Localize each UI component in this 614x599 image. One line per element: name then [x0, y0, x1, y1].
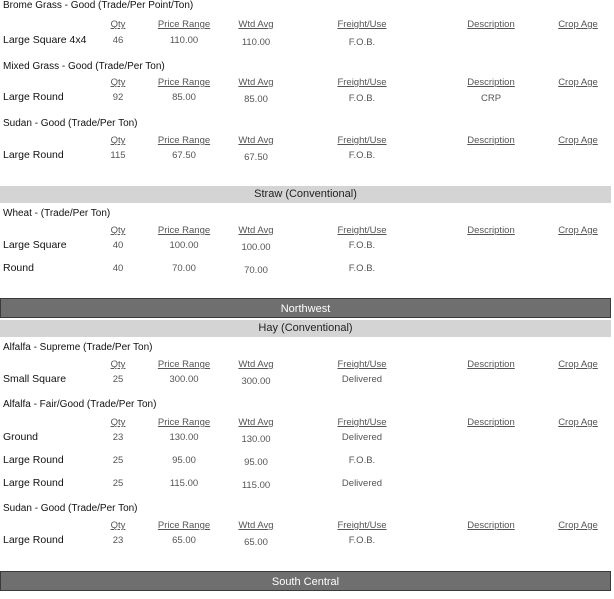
col-header-wtd-avg: Wtd Avg	[238, 417, 274, 428]
group-title: Brome Grass - Good (Trade/Per Point/Ton)	[3, 0, 194, 11]
row-wtd-avg: 70.00	[244, 265, 268, 276]
row-description: CRP	[480, 93, 502, 104]
col-header-freight: Freight/Use	[337, 520, 387, 531]
row-qty: 40	[112, 263, 124, 274]
row-qty: 23	[112, 535, 124, 546]
row-label: Large Round	[3, 534, 64, 546]
col-header-price-range: Price Range	[157, 77, 211, 88]
group-title: Wheat - (Trade/Per Ton)	[3, 208, 111, 219]
row-wtd-avg: 115.00	[241, 480, 271, 491]
row-wtd-avg: 100.00	[241, 242, 271, 253]
row-wtd-avg: 85.00	[244, 94, 268, 105]
row-qty: 25	[112, 455, 124, 466]
row-wtd-avg: 67.50	[244, 152, 268, 163]
group-title: Sudan - Good (Trade/Per Ton)	[3, 118, 138, 129]
row-price-range: 85.00	[172, 92, 196, 103]
col-header-description: Description	[467, 19, 515, 30]
col-header-crop-age: Crop Age	[558, 359, 598, 370]
row-price-range: 70.00	[172, 263, 196, 274]
col-header-qty: Qty	[110, 77, 126, 88]
group-title: Sudan - Good (Trade/Per Ton)	[3, 503, 138, 514]
col-header-price-range: Price Range	[157, 135, 211, 146]
row-freight: F.O.B.	[348, 240, 376, 251]
row-qty: 23	[112, 432, 124, 443]
row-label: Large Round	[3, 91, 64, 103]
row-qty: 25	[112, 478, 124, 489]
col-header-description: Description	[467, 359, 515, 370]
row-qty: 92	[112, 92, 124, 103]
group-title: Alfalfa - Fair/Good (Trade/Per Ton)	[3, 399, 157, 410]
col-header-crop-age: Crop Age	[558, 520, 598, 531]
row-freight: F.O.B.	[348, 455, 376, 466]
row-price-range: 95.00	[172, 455, 196, 466]
row-price-range: 115.00	[169, 478, 199, 489]
section-bar-straw: Straw (Conventional)	[0, 186, 611, 203]
col-header-crop-age: Crop Age	[558, 135, 598, 146]
col-header-crop-age: Crop Age	[558, 77, 598, 88]
row-label: Large Square	[3, 239, 67, 251]
row-wtd-avg: 65.00	[244, 537, 268, 548]
section-bar-hay: Hay (Conventional)	[0, 320, 611, 337]
row-price-range: 130.00	[169, 432, 199, 443]
col-header-crop-age: Crop Age	[558, 225, 598, 236]
row-label: Ground	[3, 431, 39, 443]
col-header-freight: Freight/Use	[337, 19, 387, 30]
row-qty: 40	[112, 240, 124, 251]
row-price-range: 65.00	[172, 535, 196, 546]
col-header-price-range: Price Range	[157, 520, 211, 531]
col-header-wtd-avg: Wtd Avg	[238, 19, 274, 30]
col-header-price-range: Price Range	[157, 417, 211, 428]
row-freight: Delivered	[341, 478, 383, 489]
row-price-range: 300.00	[169, 374, 199, 385]
row-label: Large Round	[3, 477, 64, 489]
col-header-price-range: Price Range	[157, 359, 211, 370]
row-qty: 115	[110, 150, 126, 161]
row-label: Round	[3, 262, 34, 274]
row-freight: F.O.B.	[348, 93, 376, 104]
region-bar-south-central: South Central	[0, 571, 611, 591]
row-wtd-avg: 110.00	[241, 37, 271, 48]
row-freight: Delivered	[341, 432, 383, 443]
row-price-range: 100.00	[169, 240, 199, 251]
col-header-crop-age: Crop Age	[558, 417, 598, 428]
row-label: Large Round	[3, 454, 64, 466]
col-header-wtd-avg: Wtd Avg	[238, 225, 274, 236]
col-header-qty: Qty	[110, 135, 126, 146]
col-header-description: Description	[467, 417, 515, 428]
row-price-range: 67.50	[172, 150, 196, 161]
col-header-description: Description	[467, 520, 515, 531]
col-header-description: Description	[467, 77, 515, 88]
group-title: Alfalfa - Supreme (Trade/Per Ton)	[3, 342, 153, 353]
row-freight: F.O.B.	[348, 535, 376, 546]
col-header-description: Description	[467, 225, 515, 236]
col-header-description: Description	[467, 135, 515, 146]
row-freight: Delivered	[341, 374, 383, 385]
row-price-range: 110.00	[169, 35, 199, 46]
col-header-wtd-avg: Wtd Avg	[238, 77, 274, 88]
row-wtd-avg: 300.00	[241, 376, 271, 387]
col-header-freight: Freight/Use	[337, 359, 387, 370]
col-header-qty: Qty	[110, 19, 126, 30]
col-header-qty: Qty	[110, 225, 126, 236]
row-freight: F.O.B.	[348, 37, 376, 48]
row-label: Small Square	[3, 373, 67, 385]
row-qty: 25	[112, 374, 124, 385]
col-header-wtd-avg: Wtd Avg	[238, 135, 274, 146]
col-header-qty: Qty	[110, 359, 126, 370]
row-wtd-avg: 95.00	[244, 457, 268, 468]
col-header-wtd-avg: Wtd Avg	[238, 520, 274, 531]
col-header-wtd-avg: Wtd Avg	[238, 359, 274, 370]
col-header-qty: Qty	[110, 417, 126, 428]
row-label: Large Round	[3, 149, 64, 161]
col-header-freight: Freight/Use	[337, 77, 387, 88]
region-bar-northwest: Northwest	[0, 298, 611, 318]
col-header-crop-age: Crop Age	[558, 19, 598, 30]
row-freight: F.O.B.	[348, 263, 376, 274]
col-header-price-range: Price Range	[157, 19, 211, 30]
row-qty: 46	[112, 35, 124, 46]
col-header-freight: Freight/Use	[337, 225, 387, 236]
col-header-qty: Qty	[110, 520, 126, 531]
row-label: Large Square 4x4	[3, 34, 87, 46]
col-header-price-range: Price Range	[157, 225, 211, 236]
group-title: Mixed Grass - Good (Trade/Per Ton)	[3, 61, 165, 72]
row-freight: F.O.B.	[348, 150, 376, 161]
col-header-freight: Freight/Use	[337, 135, 387, 146]
col-header-freight: Freight/Use	[337, 417, 387, 428]
row-wtd-avg: 130.00	[241, 434, 271, 445]
